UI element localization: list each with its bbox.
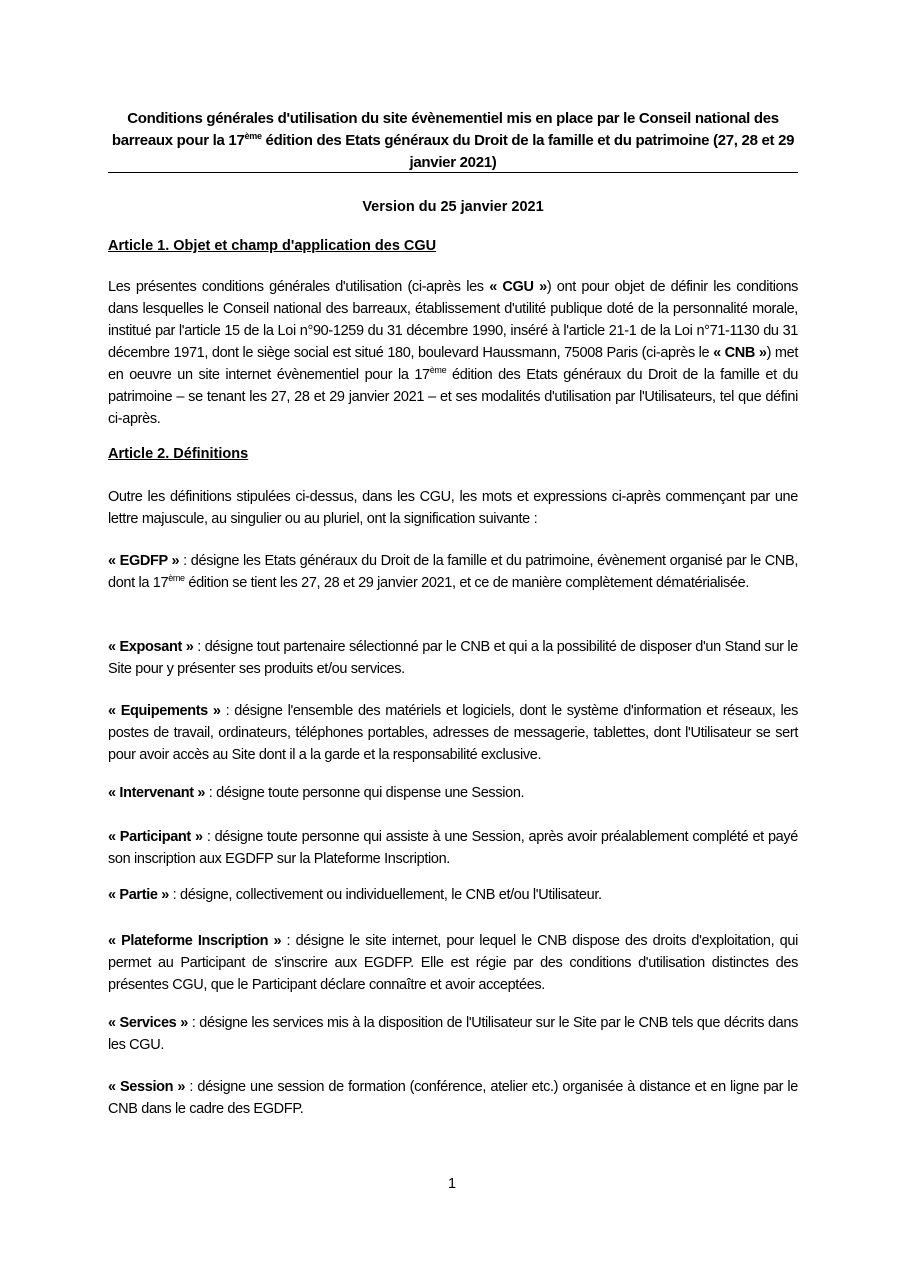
title-divider [108,172,798,173]
definition-participant [108,826,798,870]
page-number: 1 [447,1176,457,1192]
definition-term: « Plateforme Inscription » [108,933,287,949]
definition-plateforme-inscription [108,930,798,996]
definition-term: « EGDFP » [108,553,184,569]
definition-superscript: ème [168,573,185,584]
title-text-1: Conditions générales d'utilisation du site évènementiel mis en place par le Conseil national des barreaux pour la 17 [111,110,779,149]
title-superscript: ème [244,131,262,141]
definition-term: « Exposant » [108,639,198,655]
article-1-paragraph [108,276,798,430]
definition-exposant [108,636,798,680]
article-2-intro: Outre les définitions stipulées ci-dessus, dans les CGU, les mots et expressions ci-après commençant par une lettre majuscule, au singulier ou au pluriel, ont la signification suivante : [108,489,798,527]
title-text-2: édition des Etats généraux du Droit de la famille et du patrimoine (27, 28 et 29 janvier 2021) [261,132,795,171]
definition-term: « Session » [108,1079,190,1095]
document-title [108,108,798,174]
article-1-text-c: ) ont pour objet de définir les conditions dans lesquelles le Conseil national des barreaux, établissement d'utilité publique doté de la personnalité morale, institué par l'article 15 de la Loi n°90-1259 du 31 décembre 1990, inséré à l'article 21-1 de la Loi n°71-1130 du 31 décembre 1971, dont le siège social est situé 180, boulevard Haussmann, 75008 Paris (ci-après le [108,279,798,361]
definition-term: « Intervenant » [108,785,209,801]
article-2-heading: Article 2. Définitions [108,446,249,462]
definition-text: : désigne toute personne qui dispense une Session. [208,785,525,801]
article-1-text-a: Les présentes conditions générales d'utilisation (ci-après les [108,279,490,295]
definition-text: : désigne une session de formation (conférence, atelier etc.) organisée à distance et en ligne par le CNB dans le cadre des EGDFP. [108,1079,798,1117]
definition-term: « Partie » [108,887,173,903]
definition-term: « Participant » [108,829,207,845]
definition-text-b: édition se tient les 27, 28 et 29 janvier 2021, et ce de manière complètement dématérialisée. [184,575,750,591]
definition-partie [108,884,798,906]
article-1-superscript: ème [429,365,447,376]
definition-term: « Services » [108,1015,192,1031]
article-1-text-e: ) met en oeuvre un site internet évènementiel pour la 17 [108,345,799,383]
definition-text: : désigne tout partenaire sélectionné par le CNB et qui a la possibilité de disposer d'un Stand sur le Site pour y présenter ses produits et/ou services. [108,639,798,677]
definition-term: « Equipements » [108,703,226,719]
definition-text: : désigne toute personne qui assiste à une Session, après avoir préalablement complété et payé son inscription aux EGDFP sur la Plateforme Inscription. [108,829,798,867]
definition-services [108,1012,798,1056]
definition-intervenant [108,782,798,804]
definition-text: : désigne l'ensemble des matériels et logiciels, dont le système d'information et réseaux, les postes de travail, ordinateurs, téléphones portables, adresses de messagerie, tablettes, dont l'Utilisateur se sert pour avoir accès au Site dont il a la garde et la responsabilité exclusive. [108,703,798,763]
article-1-heading: Article 1. Objet et champ d'application des CGU [108,238,437,254]
definition-text: : désigne le site internet, pour lequel le CNB dispose des droits d'exploitation, qui permet au Participant de s'inscrire aux EGDFP. Elle est régie par des conditions d'utilisation distinctes des présentes CGU, que le Participant déclare connaître et avoir acceptées. [108,933,798,993]
definition-egdfp [108,550,798,594]
definition-text: : désigne, collectivement ou individuellement, le CNB et/ou l'Utilisateur. [172,887,602,903]
article-1-term-cgu: « CGU » [489,279,547,295]
article-1-text-f: édition des Etats généraux du Droit de la famille et du patrimoine – se tenant les 27, 28 et 29 janvier 2021 – et ses modalités d'utilisation par l'Utilisateurs, tel que défini ci-après. [108,367,799,427]
definition-text: : désigne les services mis à la disposition de l'Utilisateur sur le Site par le CNB tels que décrits dans les CGU. [108,1015,798,1053]
definition-text-a: : désigne les Etats généraux du Droit de la famille et du patrimoine, évènement organisé par le CNB, dont la 17 [108,553,798,591]
article-1-term-cnb: « CNB » [713,345,767,361]
version-line: Version du 25 janvier 2021 [362,199,544,215]
definition-session [108,1076,798,1120]
definition-equipements [108,700,798,766]
